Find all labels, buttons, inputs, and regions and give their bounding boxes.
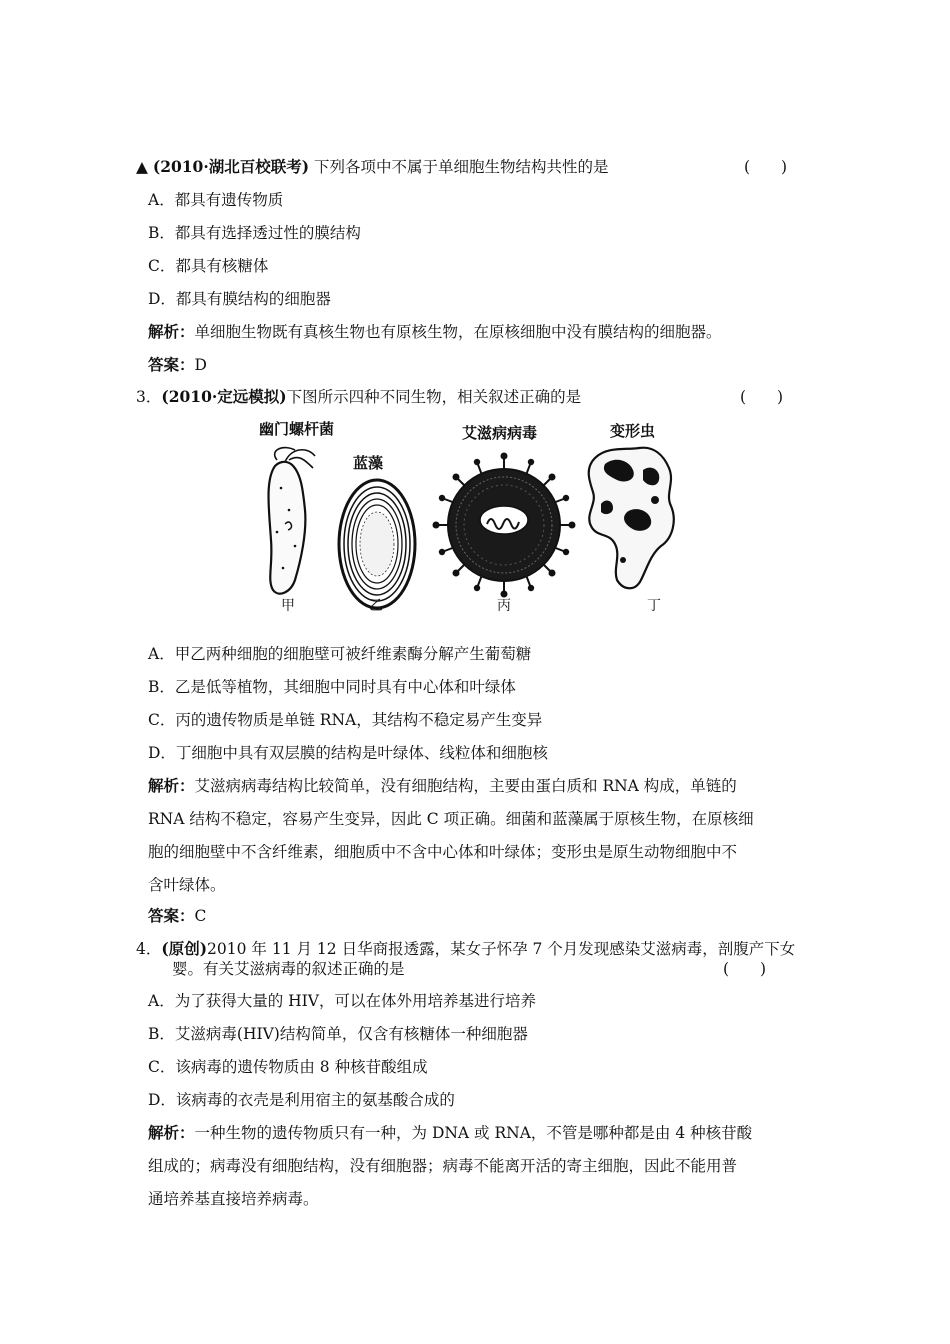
q2-analysis-text: 单细胞生物既有真核生物也有原核生物，在原核细胞中没有膜结构的细胞器。 bbox=[194, 323, 722, 341]
q2-option-a: A．都具有遗传物质 bbox=[148, 191, 284, 209]
q2-answer-paren: ( ) bbox=[744, 158, 788, 176]
q3-option-a: A．甲乙两种细胞的细胞壁可被纤维素酶分解产生葡萄糖 bbox=[148, 645, 532, 663]
q3-analysis-text-1: 艾滋病病毒结构比较简单，没有细胞结构，主要由蛋白质和 RNA 构成，单链的 bbox=[194, 777, 737, 795]
q2-stem-line bbox=[136, 157, 609, 177]
caption-yi: 乙 bbox=[369, 598, 383, 614]
q2-answer-label: 答案： bbox=[148, 355, 195, 374]
q3-analysis-label: 解析： bbox=[148, 776, 195, 795]
q3-source: (2010·定远模拟) bbox=[161, 387, 287, 406]
q3-option-b: B．乙是低等植物，其细胞中同时具有中心体和叶绿体 bbox=[148, 678, 516, 696]
q4-analysis-line-2: 组成的；病毒没有细胞结构，没有细胞器；病毒不能离开活的寄主细胞，因此不能用普 bbox=[148, 1157, 738, 1175]
caption-jia: 甲 bbox=[281, 598, 295, 614]
q4-option-a: A．为了获得大量的 HIV，可以在体外用培养基进行培养 bbox=[148, 992, 536, 1010]
q2-option-b: B．都具有选择透过性的膜结构 bbox=[148, 224, 361, 242]
q3-analysis-line-2: RNA 结构不稳定，容易产生变异，因此 C 项正确。细菌和蓝藻属于原核生物，在原核细 bbox=[148, 810, 754, 828]
q2-stem: 下列各项中不属于单细胞生物结构共性的是 bbox=[314, 158, 609, 176]
q2-answer bbox=[148, 355, 207, 375]
q3-option-c: C．丙的遗传物质是单链 RNA，其结构不稳定易产生变异 bbox=[148, 711, 543, 729]
q3-answer-label: 答案： bbox=[148, 906, 195, 925]
q4-stem-line-1 bbox=[136, 939, 795, 959]
q2-option-d: D．都具有膜结构的细胞器 bbox=[148, 290, 331, 308]
q4-option-b: B．艾滋病毒(HIV)结构简单，仅含有核糖体一种细胞器 bbox=[148, 1025, 528, 1043]
q2-source: (2010·湖北百校联考) bbox=[152, 157, 310, 176]
q4-source: (原创) bbox=[161, 939, 208, 958]
q3-analysis-line-1 bbox=[148, 776, 737, 796]
q4-answer-paren: ( ) bbox=[723, 960, 767, 978]
q4-analysis-label: 解析： bbox=[148, 1123, 195, 1142]
cyanobacteria-drawing bbox=[339, 480, 415, 608]
caption-bing: 丙 bbox=[497, 598, 511, 614]
q3-answer-paren: ( ) bbox=[740, 388, 784, 406]
q4-analysis-text-1: 一种生物的遗传物质只有一种，为 DNA 或 RNA，不管是哪种都是由 4 种核苷酸 bbox=[194, 1124, 753, 1142]
q4-stem-line-2: 婴。有关艾滋病毒的叙述正确的是 bbox=[172, 960, 405, 978]
organisms-illustration bbox=[255, 420, 695, 618]
q2-option-c: C．都具有核糖体 bbox=[148, 257, 269, 275]
q3-option-d: D．丁细胞中具有双层膜的结构是叶绿体、线粒体和细胞核 bbox=[148, 744, 548, 762]
amoeba-drawing bbox=[589, 448, 674, 589]
label-hiv: 艾滋病病毒 bbox=[462, 424, 538, 442]
q4-number: 4． bbox=[136, 940, 162, 958]
q2-analysis-label: 解析： bbox=[148, 322, 195, 341]
q3-stem-line bbox=[136, 387, 581, 407]
triangle-marker-icon: ▲ bbox=[136, 158, 148, 176]
q3-stem: 下图所示四种不同生物，相关叙述正确的是 bbox=[286, 388, 582, 406]
q3-analysis-line-3: 胞的细胞壁中不含纤维素，细胞质中不含中心体和叶绿体；变形虫是原生动物细胞中不 bbox=[148, 843, 738, 861]
organisms-figure bbox=[255, 420, 695, 618]
label-helicobacter: 幽门螺杆菌 bbox=[259, 420, 335, 438]
q3-answer-value: C bbox=[194, 907, 207, 925]
q3-analysis-line-4: 含叶绿体。 bbox=[148, 876, 226, 894]
hiv-drawing bbox=[433, 453, 576, 598]
q4-option-c: C．该病毒的遗传物质由 8 种核苷酸组成 bbox=[148, 1058, 428, 1076]
q4-stem-1: 2010 年 11 月 12 日华商报透露，某女子怀孕 7 个月发现感染艾滋病毒，剖腹产下女 bbox=[207, 940, 796, 958]
label-amoeba: 变形虫 bbox=[610, 422, 656, 440]
q4-option-d: D．该病毒的衣壳是利用宿主的氨基酸合成的 bbox=[148, 1091, 455, 1109]
q2-answer-value: D bbox=[194, 356, 207, 374]
helicobacter-drawing bbox=[269, 448, 316, 594]
q4-analysis-line-1 bbox=[148, 1123, 752, 1143]
q3-answer bbox=[148, 906, 206, 926]
q3-number: 3． bbox=[136, 388, 162, 406]
q4-analysis-line-3: 通培养基直接培养病毒。 bbox=[148, 1190, 319, 1208]
q2-analysis bbox=[148, 322, 722, 342]
caption-ding: 丁 bbox=[647, 598, 661, 614]
label-cyanobacteria: 蓝藻 bbox=[353, 454, 384, 472]
